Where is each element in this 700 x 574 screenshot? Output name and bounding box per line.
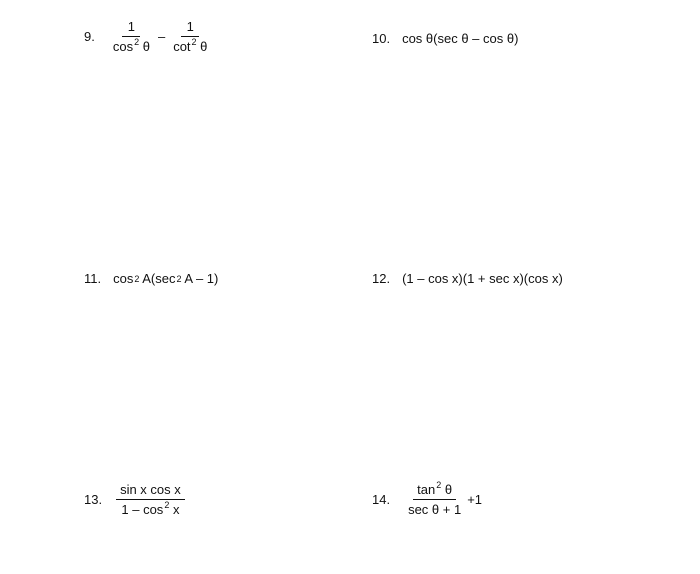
exponent: 2 xyxy=(164,500,170,510)
problem-10 xyxy=(372,32,518,45)
variable: θ xyxy=(142,39,150,54)
exponent: 2 xyxy=(436,480,442,490)
denominator xyxy=(169,37,211,53)
expression-part: cos xyxy=(113,271,134,286)
problem-number: 13. xyxy=(84,492,103,507)
exponent: 2 xyxy=(191,37,197,47)
denominator xyxy=(117,500,183,516)
numerator xyxy=(413,480,456,500)
problem-expression: (1 – cos x)(1 + sec x)(cos x) xyxy=(402,271,563,286)
problem-number: 14. xyxy=(372,492,391,507)
function-name: cot xyxy=(173,39,191,54)
expression-part: x xyxy=(169,502,180,517)
function-name: tan xyxy=(417,482,436,497)
problem-12 xyxy=(372,272,563,285)
problem-expression xyxy=(114,483,187,516)
fraction xyxy=(116,483,185,516)
denominator xyxy=(109,37,154,53)
problem-number: 11. xyxy=(84,271,102,286)
problem-9 xyxy=(84,20,213,53)
denominator: sec θ + 1 xyxy=(408,502,462,517)
problem-number: 12. xyxy=(372,271,391,286)
problem-number: 9. xyxy=(84,29,95,44)
fraction xyxy=(109,20,154,53)
variable: θ xyxy=(200,39,208,54)
function-name: cos xyxy=(112,39,134,54)
numerator: 1 xyxy=(122,20,140,37)
numerator: sin x cos x xyxy=(116,483,185,500)
problem-number: 10. xyxy=(372,31,391,46)
fraction xyxy=(404,480,465,517)
variable: θ xyxy=(441,482,453,497)
expression-part: 1 – cos xyxy=(121,502,164,517)
expression-part: A – 1) xyxy=(181,271,219,286)
fraction xyxy=(169,20,211,53)
problem-13 xyxy=(84,483,187,516)
problem-11 xyxy=(84,272,218,285)
expression-part: A(sec xyxy=(139,271,176,286)
problem-expression xyxy=(107,20,214,53)
problem-14 xyxy=(372,480,483,517)
expression-tail: +1 xyxy=(467,492,483,507)
problem-expression: cos θ(sec θ – cos θ) xyxy=(402,31,519,46)
problem-expression xyxy=(402,480,483,517)
exponent: 2 xyxy=(134,37,140,47)
minus-operator: – xyxy=(157,29,166,44)
problem-expression: cos 2 A(sec 2 A – 1) xyxy=(113,271,219,286)
numerator: 1 xyxy=(181,20,199,37)
